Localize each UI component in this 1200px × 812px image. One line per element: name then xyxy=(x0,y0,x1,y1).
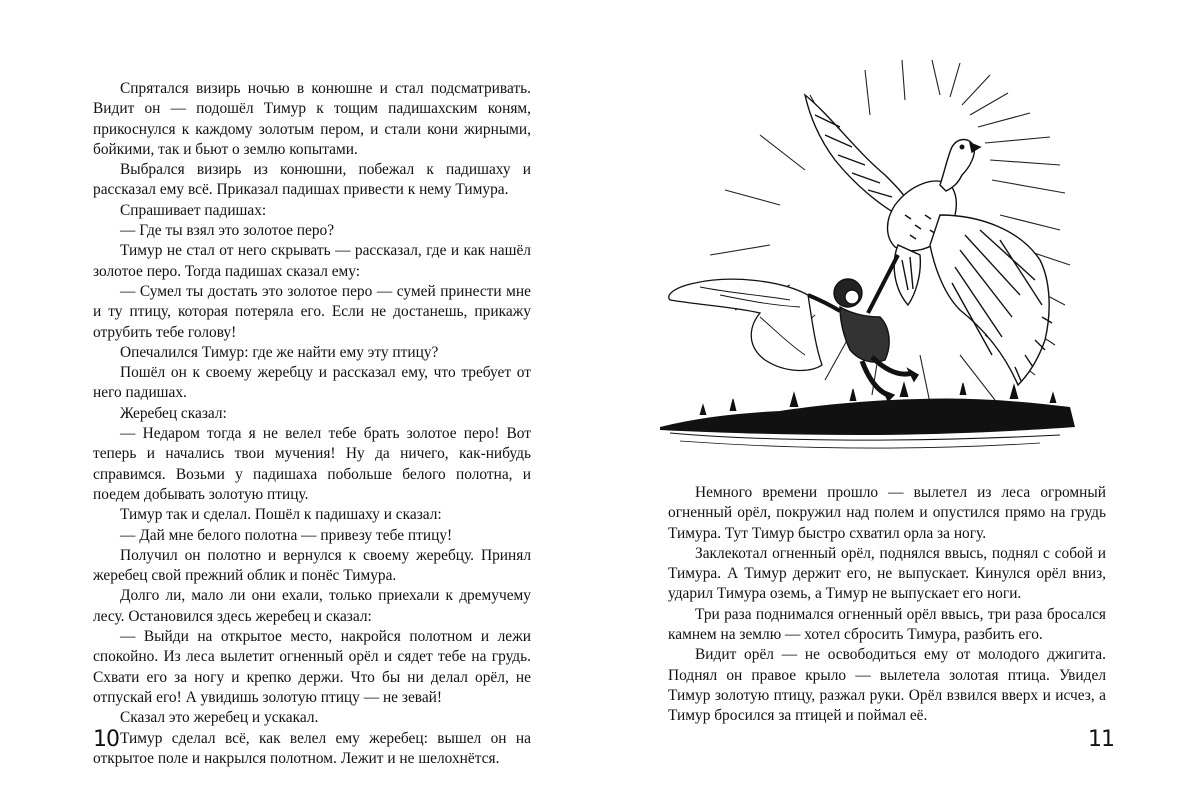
left-paragraph-13: Получил он полотно и вернулся к своему жеребцу. Принял жеребец свой прежний облик и понёс Тимура. xyxy=(93,546,531,585)
left-paragraph-14: Долго ли, мало ли они ехали, только приехали к дремучему лесу. Остановился здесь жеребец и сказал: xyxy=(93,587,531,625)
right-paragraph-3: Три раза поднимался огненный орёл ввысь, три раза бросался камнем на землю — хотел сбросить Тимура, разбить его. xyxy=(668,605,1106,644)
left-paragraph-16: Сказал это жеребец и ускакал. xyxy=(120,709,319,727)
left-paragraph-2: Выбрался визирь из конюшни, побежал к падишаху и рассказал ему всё. Приказал падишах привести к нему Тимура. xyxy=(93,161,531,199)
left-paragraph-5: Тимур не стал от него скрывать — рассказал, где и как нашёл золотое перо. Тогда падишах сказал ему: xyxy=(93,242,531,280)
right-paragraph-4: Видит орёл — не освободиться ему от молодого джигита. Поднял он правое крыло — вылетела золотая птица. Увидел Тимур золотую птицу, разжал руки. Орёл взвился вверх и исчез, а Тимур бросился за птицей и поймал её. xyxy=(668,646,1106,725)
eagle-carrying-boy-illustration xyxy=(640,55,1090,475)
left-paragraph-17: Тимур сделал всё, как велел ему жеребец: вышел он на открытое поле и накрылся полотном. Лежит и не шелохнётся. xyxy=(93,729,531,767)
white-cloth xyxy=(669,279,822,370)
left-paragraph-7: Опечалился Тимур: где же найти ему эту птицу? xyxy=(120,343,439,361)
left-paragraph-6: — Сумел ты достать это золотое перо — сумей принести мне и ту птицу, которая потеряла его. Если не достанешь, прикажу отрубить тебе голову! xyxy=(93,282,531,341)
left-paragraph-9: Жеребец сказал: xyxy=(120,404,227,422)
left-paragraph-15: — Выйди на открытое место, накройся полотном и лежи спокойно. Из леса вылетит огненный орёл и сядет тебе на грудь. Схвати его за ногу и крепко держи. Что бы ни делал орёл, не отпускай его! А увидишь золотую птицу — не зевай! xyxy=(93,628,531,706)
left-paragraph-1: Спрятался визирь ночью в конюшне и стал подсматривать. Видит он — подошёл Тимур к тощим падишахским коням, прикоснулся к каждому золотым пером, и стали кони жирными, бойкими, так и бьют о землю копытами. xyxy=(93,80,531,158)
eagle xyxy=(805,95,1052,385)
left-paragraph-3: Спрашивает падишах: xyxy=(120,201,267,219)
page-number-left: 10 xyxy=(93,727,119,752)
left-page-text xyxy=(93,79,531,769)
right-paragraph-1: Немного времени прошло — вылетел из леса огромный огненный орёл, покружил над полем и опустился прямо на грудь Тимура. Тут Тимур быстро схватил орла за ногу. xyxy=(668,484,1106,542)
right-paragraph-2: Заклекотал огненный орёл, поднялся ввысь, поднял с собой и Тимура. А Тимур держит его, не выпускает. Кинулся орёл вниз, ударил Тимура оземь, а Тимур не выпускает его ноги. xyxy=(668,544,1106,603)
left-paragraph-11: Тимур так и сделал. Пошёл к падишаху и сказал: xyxy=(120,506,442,524)
left-paragraph-10: — Недаром тогда я не велел тебе брать золотое перо! Вот теперь и начались твои мучения! Ну да ничего, как-нибудь справимся. Возьми у падишаха побольше белого полотна, и поедем добывать золотую птицу. xyxy=(93,425,531,503)
right-page-text xyxy=(668,483,1106,727)
forest-horizon xyxy=(660,383,1075,448)
page-number-right: 11 xyxy=(1088,727,1114,752)
left-paragraph-8: Пошёл он к своему жеребцу и рассказал ему, что требует от него падишах. xyxy=(93,364,531,402)
left-paragraph-4: — Где ты взял это золотое перо? xyxy=(120,222,335,240)
left-paragraph-12: — Дай мне белого полотна — привезу тебе птицу! xyxy=(120,526,453,544)
